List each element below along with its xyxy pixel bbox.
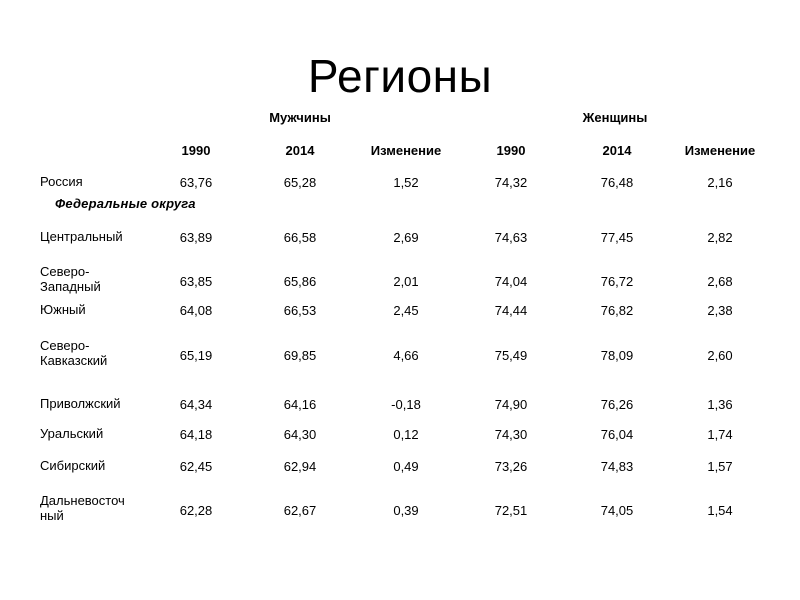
- table-cell: 73,26: [494, 458, 528, 474]
- column-header: 1990: [181, 143, 211, 158]
- table-cell: 63,76: [179, 174, 213, 190]
- table-cell: 76,82: [600, 302, 634, 318]
- row-label: Сибирский: [40, 458, 106, 473]
- table-cell: 4,66: [393, 347, 419, 363]
- table-cell: 64,34: [179, 396, 213, 412]
- column-header: Изменение: [684, 143, 756, 158]
- table-cell: 2,45: [393, 302, 419, 318]
- table-cell: -0,18: [391, 396, 421, 412]
- table-cell: 66,58: [283, 229, 317, 245]
- table-cell: 2,82: [707, 229, 733, 245]
- table-cell: 2,38: [707, 302, 733, 318]
- row-label: Россия: [40, 174, 83, 189]
- table-cell: 1,74: [707, 426, 733, 442]
- table-cell: 69,85: [283, 347, 317, 363]
- table-cell: 74,32: [494, 174, 528, 190]
- table-cell: 74,44: [494, 302, 528, 318]
- column-header: 2014: [285, 143, 315, 158]
- table-cell: 0,12: [393, 426, 419, 442]
- table-cell: 64,16: [283, 396, 317, 412]
- table-cell: 1,54: [707, 502, 733, 518]
- table-cell: 65,19: [179, 347, 213, 363]
- table-cell: 64,30: [283, 426, 317, 442]
- table-cell: 74,05: [600, 502, 634, 518]
- table-cell: 77,45: [600, 229, 634, 245]
- table-cell: 0,39: [393, 502, 419, 518]
- table-cell: 2,01: [393, 273, 419, 289]
- row-label: Северо- Кавказский: [40, 338, 108, 368]
- table-cell: 76,48: [600, 174, 634, 190]
- table-cell: 63,89: [179, 229, 213, 245]
- table-cell: 2,16: [707, 174, 733, 190]
- table-cell: 1,36: [707, 396, 733, 412]
- table-cell: 0,49: [393, 458, 419, 474]
- table-cell: 74,90: [494, 396, 528, 412]
- section-label-federal-districts: Федеральные округа: [55, 196, 196, 211]
- table-cell: 72,51: [494, 502, 528, 518]
- table-cell: 66,53: [283, 302, 317, 318]
- table-cell: 65,28: [283, 174, 317, 190]
- table-cell: 65,86: [283, 273, 317, 289]
- row-label: Дальневосточ ный: [40, 493, 125, 523]
- table-cell: 64,18: [179, 426, 213, 442]
- table-cell: 78,09: [600, 347, 634, 363]
- group-header-women: Женщины: [582, 110, 648, 125]
- table-cell: 62,45: [179, 458, 213, 474]
- table-cell: 74,63: [494, 229, 528, 245]
- table-cell: 74,83: [600, 458, 634, 474]
- table-cell: 76,04: [600, 426, 634, 442]
- table-cell: 2,60: [707, 347, 733, 363]
- table-cell: 1,57: [707, 458, 733, 474]
- table-cell: 62,94: [283, 458, 317, 474]
- table-cell: 76,72: [600, 273, 634, 289]
- table-cell: 74,30: [494, 426, 528, 442]
- group-header-men: Мужчины: [269, 110, 331, 125]
- table-cell: 2,68: [707, 273, 733, 289]
- table-cell: 63,85: [179, 273, 213, 289]
- table-cell: 74,04: [494, 273, 528, 289]
- table-cell: 1,52: [393, 174, 419, 190]
- slide-title: Регионы: [307, 50, 493, 102]
- table-cell: 75,49: [494, 347, 528, 363]
- column-header: 1990: [496, 143, 526, 158]
- table-cell: 62,67: [283, 502, 317, 518]
- column-header: 2014: [602, 143, 632, 158]
- table-cell: 2,69: [393, 229, 419, 245]
- row-label: Уральский: [40, 426, 104, 441]
- row-label: Южный: [40, 302, 86, 317]
- column-header: Изменение: [370, 143, 442, 158]
- row-label: Северо- Западный: [40, 264, 101, 294]
- row-label: Приволжский: [40, 396, 121, 411]
- table-cell: 76,26: [600, 396, 634, 412]
- table-cell: 62,28: [179, 502, 213, 518]
- table-cell: 64,08: [179, 302, 213, 318]
- row-label: Центральный: [40, 229, 123, 244]
